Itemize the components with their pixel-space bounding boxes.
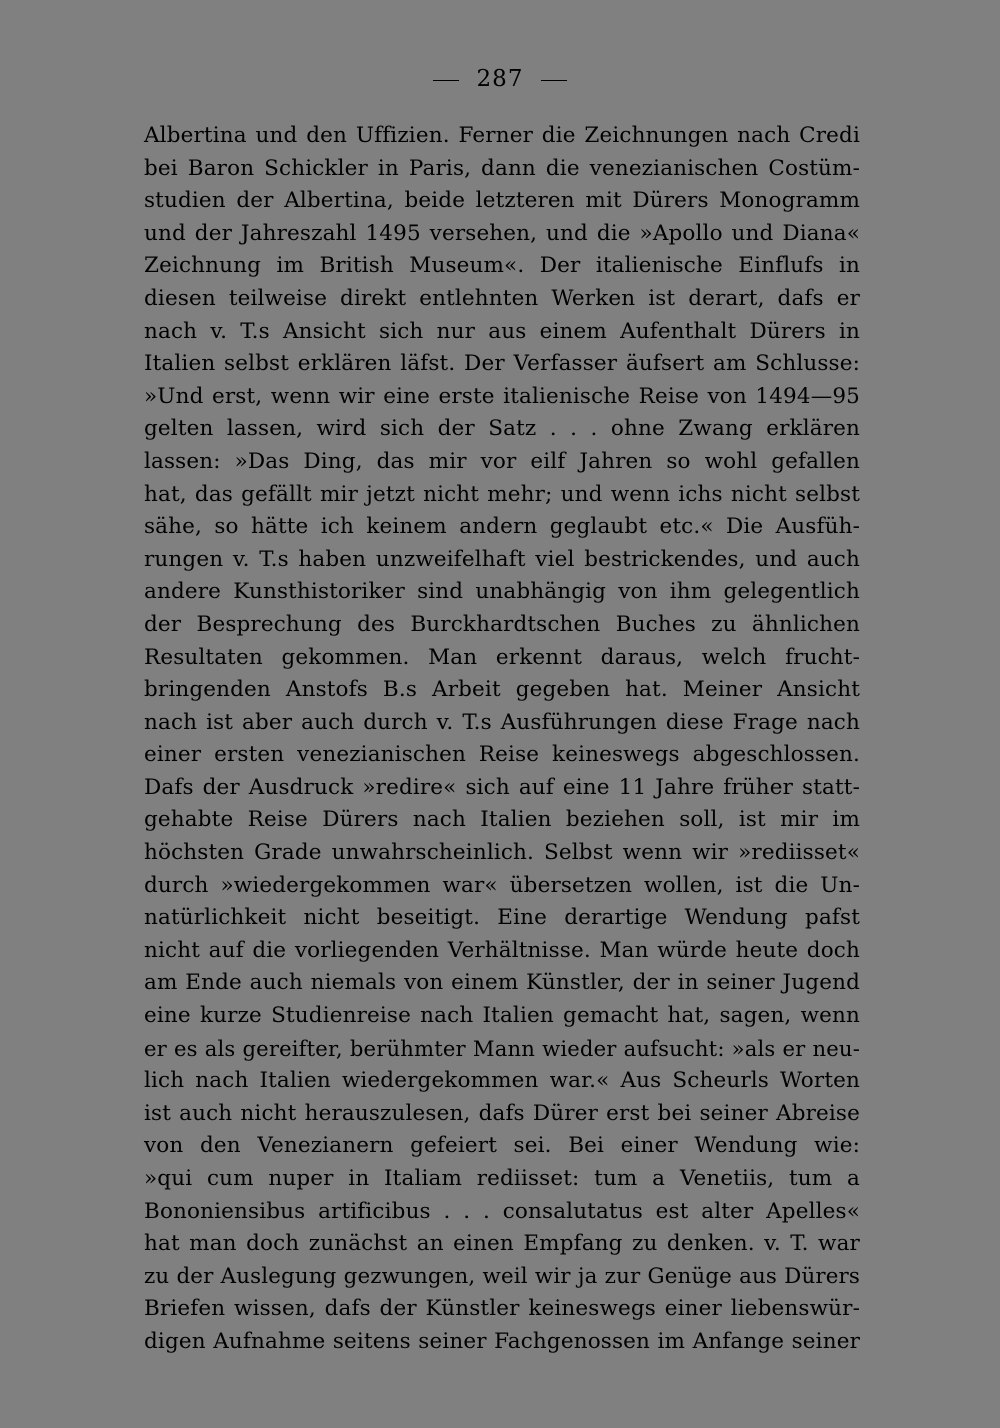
- text-line: ist auch nicht herauszulesen, dafs Dürer erst bei seiner Abreise: [144, 1100, 860, 1126]
- text-line: nach ist aber auch durch v. T.s Ausführungen diese Frage nach: [144, 709, 860, 735]
- page-number: 287: [476, 66, 524, 92]
- text-line: diesen teilweise direkt entlehnten Werken ist derart, dafs er: [144, 285, 860, 311]
- text-line: und der Jahreszahl 1495 versehen, und die »Apollo und Diana«: [144, 220, 860, 246]
- text-line: nicht auf die vorliegenden Verhältnisse. Man würde heute doch: [144, 937, 860, 963]
- text-line: von den Venezianern gefeiert sei. Bei einer Wendung wie:: [144, 1133, 860, 1159]
- page-header: [0, 64, 1000, 94]
- text-line: Italien selbst erklären läfst. Der Verfasser äufsert am Schlusse:: [144, 351, 860, 377]
- text-line: Briefen wissen, dafs der Künstler keineswegs einer liebenswür-: [144, 1296, 860, 1322]
- text-line: lassen: »Das Ding, das mir vor eilf Jahren so wohl gefallen: [144, 448, 860, 474]
- text-line: nach v. T.s Ansicht sich nur aus einem Aufenthalt Dürers in: [144, 318, 860, 344]
- text-line: Resultaten gekommen. Man erkennt daraus, welch frucht-: [144, 644, 860, 670]
- body-text: [144, 120, 860, 1359]
- text-line: Albertina und den Uffizien. Ferner die Zeichnungen nach Credi: [144, 123, 860, 148]
- text-line: am Ende auch niemals von einem Künstler, der in seiner Jugend: [144, 970, 860, 996]
- text-line: sähe, so hätte ich keinem andern geglaubt etc.« Die Ausfüh-: [144, 514, 860, 540]
- text-line: rungen v. T.s haben unzweifelhaft viel bestrickendes, und auch: [144, 546, 860, 572]
- text-line: »Und erst, wenn wir eine erste italienische Reise von 1494—95: [144, 383, 860, 409]
- text-line: höchsten Grade unwahrscheinlich. Selbst wenn wir »rediisset«: [144, 840, 860, 866]
- text-line: er es als gereifter, berühmter Mann wieder aufsucht: »als er neu-: [144, 1035, 860, 1061]
- text-line: »qui cum nuper in Italiam rediisset: tum a Venetiis, tum a: [144, 1166, 860, 1191]
- text-line: der Besprechung des Burckhardtschen Buches zu ähnlichen: [144, 611, 860, 637]
- text-line: Bononiensibus artificibus . . . consalutatus est alter Apelles«: [144, 1198, 860, 1224]
- text-line: Dafs der Ausdruck »redire« sich auf eine 11 Jahre früher statt-: [144, 774, 860, 800]
- text-line: lich nach Italien wiedergekommen war.« Aus Scheurls Worten: [144, 1068, 860, 1094]
- text-line: einer ersten venezianischen Reise keineswegs abgeschlossen.: [144, 742, 860, 768]
- text-line: studien der Albertina, beide letzteren mit Dürers Monogramm: [144, 188, 860, 214]
- text-line: hat, das gefällt mir jetzt nicht mehr; und wenn ichs nicht selbst: [144, 481, 860, 507]
- text-line: hat man doch zunächst an einen Empfang zu denken. v. T. war: [144, 1231, 860, 1257]
- text-line: gelten lassen, wird sich der Satz . . . ohne Zwang erklären: [144, 416, 860, 442]
- text-line: eine kurze Studienreise nach Italien gemacht hat, sagen, wenn: [144, 1003, 860, 1029]
- text-line: durch »wiedergekommen war« übersetzen wollen, ist die Un-: [144, 872, 860, 898]
- text-line: gehabte Reise Dürers nach Italien beziehen soll, ist mir im: [144, 807, 860, 833]
- left-dash: [433, 80, 459, 81]
- text-line: Zeichnung im British Museum«. Der italienische Einflufs in: [144, 253, 860, 279]
- text-line: natürlichkeit nicht beseitigt. Eine derartige Wendung pafst: [144, 905, 860, 931]
- text-line: zu der Auslegung gezwungen, weil wir ja zur Genüge aus Dürers: [144, 1263, 860, 1289]
- text-line: digen Aufnahme seitens seiner Fachgenossen im Anfange seiner: [144, 1328, 860, 1354]
- right-dash: [541, 80, 567, 81]
- text-line: bei Baron Schickler in Paris, dann die venezianischen Costüm-: [144, 155, 860, 181]
- text-line: andere Kunsthistoriker sind unabhängig von ihm gelegentlich: [144, 579, 860, 605]
- text-line: bringenden Anstofs B.s Arbeit gegeben hat. Meiner Ansicht: [144, 677, 860, 703]
